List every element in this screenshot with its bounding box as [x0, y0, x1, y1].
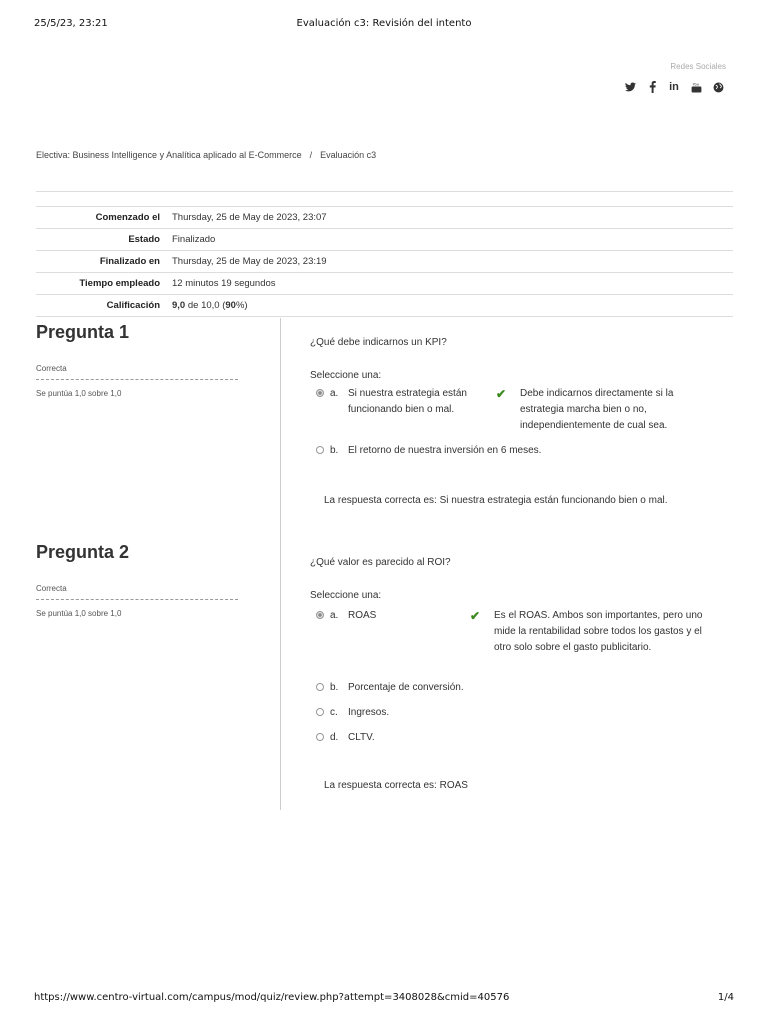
- check-icon: ✔: [470, 609, 481, 623]
- radio-unselected[interactable]: [316, 683, 324, 691]
- summary-label: Estado: [128, 234, 160, 245]
- summary-value: Finalizado: [172, 234, 216, 245]
- summary-row: [36, 207, 733, 229]
- summary-label: Finalizado en: [99, 256, 160, 267]
- question-2-title: Pregunta 2: [36, 542, 130, 562]
- question-1-state: Correcta: [36, 364, 238, 380]
- facebook-icon[interactable]: [646, 80, 658, 94]
- option-letter: b.: [330, 445, 339, 456]
- svg-text:You: You: [692, 81, 699, 87]
- option-text: Ingresos.: [348, 707, 390, 718]
- radio-unselected[interactable]: [316, 733, 324, 741]
- grade-of-text: de 10,0 (: [185, 300, 226, 311]
- print-title: Evaluación c3: Revisión del intento: [296, 18, 472, 29]
- summary-row: [36, 229, 733, 251]
- breadcrumb-separator: /: [309, 150, 313, 160]
- globe-icon[interactable]: [712, 80, 724, 94]
- option-text: CLTV.: [348, 732, 375, 743]
- question-2-prompt: Seleccione una:: [310, 590, 382, 601]
- breadcrumb-current[interactable]: Evaluación c3: [320, 150, 377, 160]
- question-1-prompt: Seleccione una:: [310, 370, 382, 381]
- summary-label: Tiempo empleado: [79, 278, 160, 289]
- radio-selected[interactable]: [316, 611, 324, 619]
- option-text: Si nuestra estrategia están funcionando bien o mal.: [348, 388, 467, 415]
- option-letter: a.: [330, 610, 339, 621]
- summary-grade: [168, 295, 733, 317]
- option-text: El retorno de nuestra inversión en 6 meses.: [348, 445, 542, 456]
- question-1-title: Pregunta 1: [36, 322, 130, 342]
- question-2-option-d[interactable]: [316, 730, 375, 746]
- option-feedback: Es el ROAS. Ambos son importantes, pero uno mide la rentabilidad sobre todos los gastos y el otro solo sobre el gasto publicitario.: [494, 610, 703, 653]
- print-url: https://www.centro-virtual.com/campus/mod/quiz/review.php?attempt=3408028&cmid=40576: [34, 992, 510, 1003]
- attempt-summary-table: [36, 206, 733, 317]
- option-letter: c.: [330, 707, 338, 718]
- summary-label: Comenzado el: [95, 212, 160, 223]
- question-2-grade: Se puntúa 1,0 sobre 1,0: [36, 609, 122, 618]
- check-icon: ✔: [496, 387, 507, 401]
- option-feedback: Debe indicarnos directamente si la estrategia marcha bien o no, independientemente de cual sea.: [520, 388, 674, 431]
- social-label: Redes Sociales: [670, 62, 726, 71]
- grade-tail: %): [235, 300, 248, 311]
- summary-value: Thursday, 25 de May de 2023, 23:19: [172, 256, 327, 267]
- radio-unselected[interactable]: [316, 708, 324, 716]
- grade-value: 9,0: [172, 300, 186, 311]
- column-divider: [280, 318, 281, 810]
- question-2-option-c[interactable]: [316, 705, 389, 721]
- option-letter: b.: [330, 682, 339, 693]
- print-page-number: 1/4: [717, 992, 734, 1003]
- radio-unselected[interactable]: [316, 446, 324, 454]
- breadcrumb-course-link[interactable]: Electiva: Business Intelligence y Analítica aplicado al E-Commerce: [36, 150, 302, 160]
- summary-value: Thursday, 25 de May de 2023, 23:07: [172, 212, 327, 223]
- question-1-option-b[interactable]: [316, 443, 541, 459]
- question-1-option-a[interactable]: [316, 386, 716, 434]
- twitter-icon[interactable]: [624, 80, 636, 94]
- option-text: ROAS: [348, 610, 377, 621]
- question-2-option-a[interactable]: [316, 608, 714, 656]
- summary-row: [36, 295, 733, 317]
- question-1-grade: Se puntúa 1,0 sobre 1,0: [36, 389, 122, 398]
- option-letter: a.: [330, 388, 339, 399]
- question-1-text: ¿Qué debe indicarnos un KPI?: [310, 337, 447, 348]
- question-2-option-b[interactable]: [316, 680, 464, 696]
- social-icons: [624, 80, 724, 94]
- print-datetime: 25/5/23, 23:21: [34, 18, 108, 29]
- question-1-right-answer: La respuesta correcta es: Si nuestra estrategia están funcionando bien o mal.: [324, 495, 668, 506]
- option-text: Porcentaje de conversión.: [348, 682, 464, 693]
- linkedin-icon[interactable]: in: [669, 81, 679, 93]
- question-2-text: ¿Qué valor es parecido al ROI?: [310, 557, 451, 568]
- summary-value: 12 minutos 19 segundos: [172, 278, 276, 289]
- radio-selected[interactable]: [316, 389, 324, 397]
- question-2-right-answer: La respuesta correcta es: ROAS: [324, 780, 468, 791]
- breadcrumb: [36, 150, 376, 160]
- summary-row: [36, 251, 733, 273]
- grade-percent: 90: [225, 300, 236, 311]
- youtube-icon[interactable]: [690, 80, 702, 94]
- option-letter: d.: [330, 732, 339, 743]
- summary-label: Calificación: [106, 300, 160, 311]
- summary-row: [36, 273, 733, 295]
- question-2-state: Correcta: [36, 584, 238, 600]
- divider: [36, 191, 733, 192]
